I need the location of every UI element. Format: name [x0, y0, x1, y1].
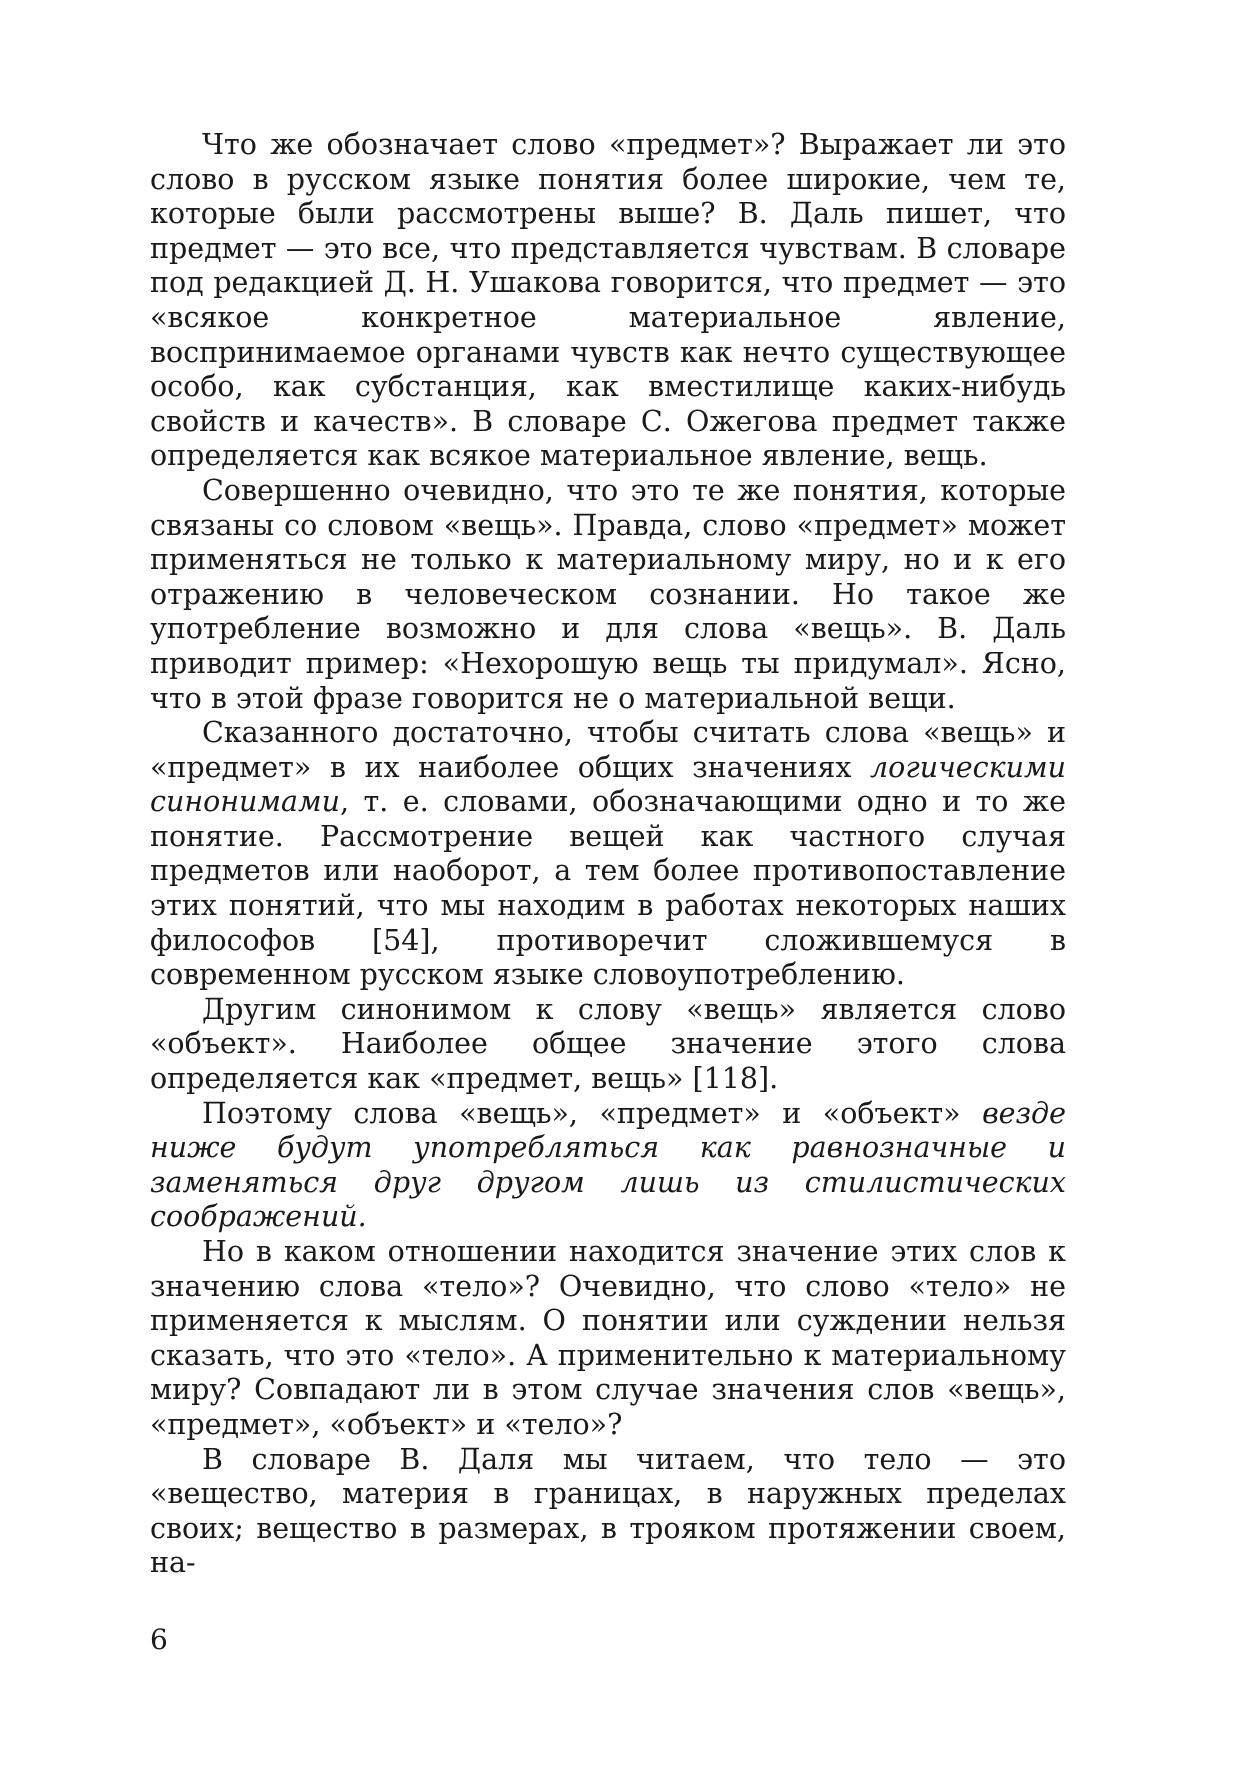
- paragraph-text: В словаре В. Даля мы читаем, что тело — это «вещество, материя в границах, в наружных пределах своих; вещество в размерах, в трояком протяжении своем, на-: [150, 1442, 1066, 1580]
- body-text: [150, 128, 1066, 1581]
- italic-statement: везде ниже будут употребляться как равнозначные и заменяться друг другом лишь из стилистических соображений.: [150, 1096, 1066, 1234]
- paragraph-3: [150, 716, 1066, 993]
- paragraph-7: [150, 1443, 1066, 1581]
- paragraph-1: [150, 128, 1066, 474]
- paragraph-4: [150, 993, 1066, 1097]
- paragraph-text: Что же обозначает слово «предмет»? Выражает ли это слово в русском языке понятия более широкие, чем те, которые были рассмотрены выше? В. Даль пишет, что предмет — это все, что представляется чувствам. В словаре под редакцией Д. Н. Ушакова говорится, что предмет — это «всякое конкретное материальное явление, воспринимаемое органами чувств как нечто существующее особо, как субстанция, как вместилище каких-нибудь свойств и качеств». В словаре С. Ожегова предмет также определяется как всякое материальное явление, вещь.: [150, 128, 1066, 473]
- paragraph-6: [150, 1235, 1066, 1443]
- paragraph-text: Сказанного достаточно, чтобы считать слова «вещь» и «предмет» в их наиболее общих значениях: [150, 716, 1066, 784]
- page-number: 6: [150, 1623, 168, 1656]
- paragraph-5: [150, 1097, 1066, 1235]
- paragraph-2: [150, 474, 1066, 716]
- paragraph-text: Другим синонимом к слову «вещь» является слово «объект». Наиболее общее значение этого слова определяется как «предмет, вещь» [118].: [150, 992, 1066, 1096]
- paragraph-text: Поэтому слова «вещь», «предмет» и «объект»: [202, 1096, 983, 1130]
- paragraph-text: Но в каком отношении находится значение этих слов к значению слова «тело»? Очевидно, что слово «тело» не применяется к мыслям. О понятии или суждении нельзя сказать, что это «тело». А применительно к материальному миру? Совпадают ли в этом случае значения слов «вещь», «предмет», «объект» и «тело»?: [150, 1235, 1066, 1441]
- paragraph-text: Совершенно очевидно, что это те же понятия, которые связаны со словом «вещь». Правда, слово «предмет» может применяться не только к материальному миру, но и к его отражению в человеческом сознании. Но такое же употребление возможно и для слова «вещь». В. Даль приводит пример: «Нехорошую вещь ты придумал». Ясно, что в этой фразе говорится не о материальной вещи.: [150, 473, 1066, 715]
- paragraph-text: , т. е. словами, обозначающими одно и то же понятие. Рассмотрение вещей как частного случая предметов или наоборот, а тем более противопоставление этих понятий, что мы находим в работах некоторых наших философов [54], противоречит сложившемуся в современном русском языке словоупотреблению.: [150, 785, 1066, 992]
- italic-term: логическими синонимами: [150, 750, 1066, 819]
